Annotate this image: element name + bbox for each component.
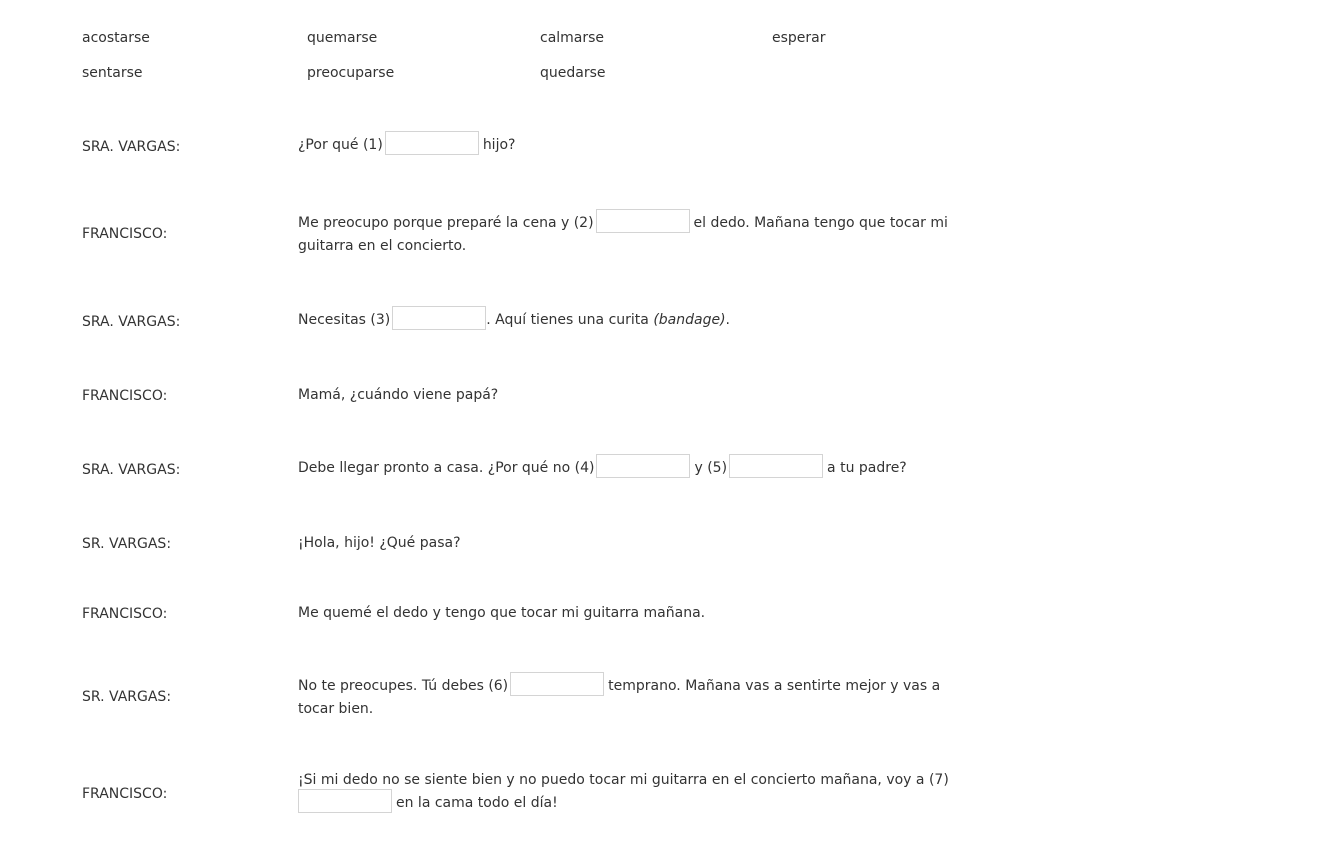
blank-input-7[interactable] [298,789,392,813]
line-text: Me preocupo porque preparé la cena y (2) [298,215,594,231]
word-bank-item: quedarse [540,65,606,81]
blank-input-1[interactable] [385,131,479,155]
dialogue-line [298,532,963,555]
line-text: ¡Hola, hijo! ¿Qué pasa? [298,535,461,551]
speaker-label: SRA. VARGAS: [82,462,181,478]
dialogue-line [298,212,963,258]
line-text: en la cama todo el día! [396,795,558,811]
line-text: a tu padre? [827,460,907,476]
word-bank-item: esperar [772,30,826,46]
line-text: Necesitas (3) [298,312,391,328]
word-bank-item: preocuparse [307,65,395,81]
line-text: y (5) [694,460,728,476]
speaker-label: SR. VARGAS: [82,536,172,552]
speaker-label: FRANCISCO: [82,226,168,242]
speaker-label: SRA. VARGAS: [82,314,181,330]
line-text: el dedo. Mañana tengo que tocar mi guitarra en el concierto. [298,215,948,254]
line-text: temprano. Mañana vas a sentirte mejor y vas a tocar bien. [298,678,941,717]
word-bank-item: quemarse [307,30,378,46]
line-text-italic: (bandage) [653,312,726,328]
blank-input-6[interactable] [510,672,604,696]
dialogue-line [298,675,963,721]
speaker-label: SRA. VARGAS: [82,139,181,155]
blank-input-4[interactable] [596,454,690,478]
line-text: hijo? [482,137,516,153]
speaker-label: SR. VARGAS: [82,689,172,705]
dialogue-line [298,134,963,157]
speaker-label: FRANCISCO: [82,606,168,622]
blank-input-3[interactable] [392,306,486,330]
blank-input-2[interactable] [596,209,690,233]
blank-input-5[interactable] [729,454,823,478]
dialogue-line [298,457,963,480]
dialogue-line [298,602,963,625]
word-bank-item: sentarse [82,65,143,81]
line-text: . Aquí tienes una curita [486,312,654,328]
line-text: Me quemé el dedo y tengo que tocar mi guitarra mañana. [298,605,706,621]
dialogue-line [298,309,963,332]
word-bank-item: acostarse [82,30,150,46]
line-text: . [725,312,730,328]
dialogue-line [298,384,963,407]
dialogue-line [298,769,963,815]
line-text: Debe llegar pronto a casa. ¿Por qué no (4) [298,460,595,476]
line-text: ¡Si mi dedo no se siente bien y no puedo tocar mi guitarra en el concierto mañana, voy a (7) [298,772,949,788]
speaker-label: FRANCISCO: [82,388,168,404]
line-text: Mamá, ¿cuándo viene papá? [298,387,499,403]
speaker-label: FRANCISCO: [82,786,168,802]
line-text: No te preocupes. Tú debes (6) [298,678,509,694]
word-bank-item: calmarse [540,30,605,46]
line-text: ¿Por qué (1) [298,137,383,153]
